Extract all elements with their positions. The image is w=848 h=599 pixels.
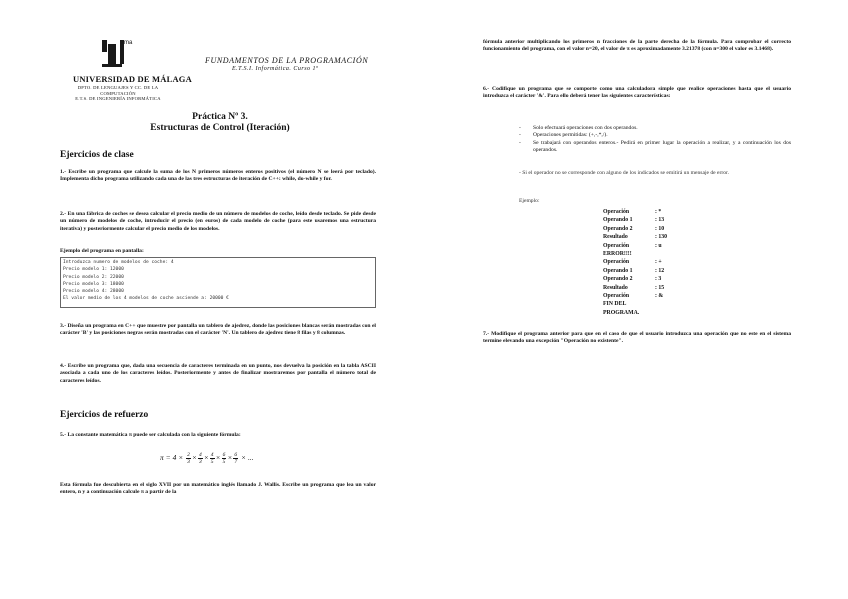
exercise-5-continued: fórmula anterior multiplicando los primeros n fracciones de la parte derecha de la fórmula. Para comprobar el correcto funcionamiento del programa, con el valor n=20, el valor de π es aproximadamente 3.21378 (con n=300 el valor es 3.1468).	[483, 39, 791, 53]
list-item: - Se trabajará con operandos enteros.- Pedirá en primer lugar la operación a realizar, y a continuación los dos operandos.	[519, 140, 791, 155]
section-heading-class: Ejercicios de clase	[60, 150, 134, 160]
logo-text: ma	[124, 40, 133, 46]
exercise-6-intro: 6.- Codifique un programa que se comporte como una calculadora simple que realice operaciones hasta que el usuario introduzca el carácter '&'. Para ello deberá tener las siguientes características:	[483, 86, 791, 100]
fraction-numerator: 6	[234, 452, 238, 458]
course-subtitle: E.T.S.I. Informática. Curso 1º	[232, 66, 319, 72]
list-item: - Solo efectuará operaciones con dos operandos.	[519, 125, 791, 132]
department-line-2: E.T.S. DE INGENIERÍA INFORMÁTICA	[75, 96, 161, 102]
console-line: Precio modelo 3: 18000	[63, 281, 124, 287]
calc-row	[603, 233, 667, 241]
calc-row	[603, 292, 667, 300]
exercise-5-body: Esta fórmula fue descubierta en el siglo XVII por un matemático inglés llamado J. Wallis. Escribe un programa que lea un valor entero, n y a continuación calcule π a partir de la	[60, 482, 376, 496]
console-line: Precio modelo 1: 12000	[63, 267, 124, 273]
calc-row	[603, 225, 667, 233]
calc-key: Operación	[603, 259, 630, 266]
exercise-6-note: - Si el operador no se corresponde con alguno de los indicados se emitirá un mensaje de error.	[519, 170, 730, 176]
calc-row	[603, 242, 667, 250]
calc-value: : u	[655, 242, 662, 249]
fraction-denominator: 7	[234, 459, 238, 465]
calc-value: : &	[655, 293, 664, 300]
calc-key: Operación	[603, 293, 630, 300]
calc-key: ERROR!!!!	[603, 251, 632, 258]
calc-key: Resultado	[603, 234, 628, 241]
calc-value: : 12	[655, 267, 665, 274]
calc-value: : 130	[655, 234, 668, 241]
formula-fraction	[222, 452, 227, 465]
fraction-numerator: 4	[198, 452, 202, 458]
fraction-denominator: 3	[198, 459, 202, 465]
department-line-1: DPTO. DE LENGUAJES Y CC. DE LA COMPUTACIÓN	[77, 85, 159, 96]
calc-value: : 3	[655, 276, 662, 283]
exercise-2: 2.- En una fábrica de coches se desea calcular el precio medio de un número de modelos de coche, leído desde teclado. Se pide desde un número de modelos de coche, introducir el precio (en euros) de cada modelo de coche (para este usaremos una estructura iterativa) y posteriormente calcular el precio medio de los modelos.	[60, 211, 376, 232]
department	[60, 85, 176, 102]
calc-row	[603, 258, 667, 266]
exercise-1: 1.- Escribe un programa que calcule la suma de los N primeros números enteros positivos (el número N se leerá por teclado). Implementa dicho programa utilizando cada una de las tres estructuras de iteración de C++: while, do-while y for.	[60, 169, 376, 183]
exercise-7: 7.- Modifique el programa anterior para que en el caso de que el usuario introduzca una operación que no este en el sistema termine elevando una excepción "Operación no existente".	[483, 331, 791, 345]
calc-key: Operando 1	[603, 267, 633, 274]
exercise-2-example-label: Ejemplo del programa en pantalla:	[60, 248, 144, 254]
calc-key: Operando 2	[603, 225, 633, 232]
calc-value: : 10	[655, 225, 665, 232]
course-title: FUNDAMENTOS DE LA PROGRAMACIÓN	[205, 56, 369, 65]
console-output	[60, 257, 376, 308]
calc-value: : *	[655, 209, 662, 215]
formula-fraction	[186, 452, 191, 465]
exercise-6-list	[519, 125, 791, 154]
calculator-example	[603, 208, 667, 317]
console-line: Precio modelo 2: 22000	[63, 274, 124, 280]
fraction-numerator: 6	[222, 452, 226, 458]
calc-key: Operando 2	[603, 276, 633, 283]
formula-fraction	[233, 452, 238, 465]
logo-icon	[98, 38, 144, 78]
calc-row	[603, 208, 667, 216]
exercise-6-example-label: Ejemplo:	[519, 198, 540, 204]
university-logo	[98, 38, 144, 78]
calc-value: : 13	[655, 217, 665, 224]
calc-key: Operación	[603, 242, 630, 249]
formula-fraction	[210, 452, 215, 465]
console-line: Introduzca numero de modelos de coche: 4	[63, 260, 174, 265]
practice-number: Práctica Nº 3.	[192, 112, 248, 122]
formula-tail: × ...	[241, 453, 254, 463]
calc-key: Resultado	[603, 284, 628, 291]
fraction-denominator: 5	[210, 459, 214, 465]
calc-row	[603, 284, 667, 292]
calc-key: Operación	[603, 209, 630, 215]
calc-key: Operando 1	[603, 217, 633, 224]
exercise-4: 4.- Escribe un programa que, dada una secuencia de caracteres terminada en un punto, nos devuelva la posición en la tabla ASCII asociada a cada uno de los caracteres leídos. Posteriormente y antes de finalizar mostraremos por pantalla el número total de caracteres leídos.	[60, 363, 376, 384]
university-name: UNIVERSIDAD DE MÁLAGA	[73, 74, 192, 84]
calc-value: : 15	[655, 284, 665, 291]
fraction-numerator: 4	[210, 452, 214, 458]
fraction-numerator: 2	[187, 452, 190, 458]
formula-lhs: π = 4 ×	[160, 453, 184, 463]
formula-fraction	[198, 452, 203, 465]
calc-value: : +	[655, 259, 662, 266]
list-item: - Operaciones permitidas: (+,-,*,/).	[519, 132, 791, 139]
practice-topic: Estructuras de Control (Iteración)	[150, 123, 290, 133]
console-line: El valor medio de los 4 modelos de coche asciende a: 20000 €	[63, 296, 229, 302]
section-heading-reinforce: Ejercicios de refuerzo	[60, 410, 149, 420]
calc-row	[603, 250, 667, 258]
wallis-formula: π = 4 × $\frac{2}{3}$ × $\frac{4}{3}$ × $\frac{4}{5}$ × $\frac{6}{5}$ × $\frac{6}{7}$ × ...	[160, 452, 254, 465]
calc-row	[603, 216, 667, 224]
calc-row	[603, 267, 667, 275]
calc-row	[603, 300, 667, 317]
calc-row	[603, 275, 667, 283]
console-line: Precio modelo 4: 28000	[63, 289, 124, 295]
exercise-3: 3.- Diseña un programa en C++ que muestre por pantalla un tablero de ajedrez, donde las posiciones blancas serán mostradas con el carácter 'B' y las posiciones negras serán mostradas con el carácter 'N'. Un tablero de ajedrez tiene 8 filas y 8 columnas.	[60, 323, 376, 337]
calc-key: FIN DEL PROGRAMA.	[603, 301, 640, 316]
fraction-denominator: 5	[222, 459, 226, 465]
fraction-denominator: 3	[187, 459, 190, 465]
exercise-5-intro: 5.- La constante matemática π puede ser calculada con la siguiente fórmula:	[60, 432, 241, 438]
practice-title	[60, 112, 380, 134]
